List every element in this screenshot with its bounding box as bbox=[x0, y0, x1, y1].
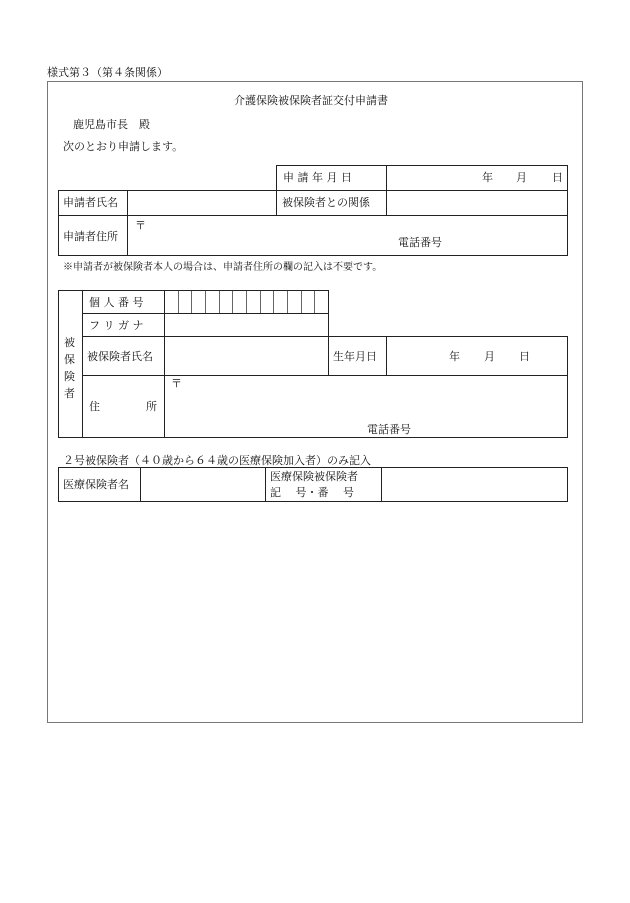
insured-address-label-a: 住 bbox=[89, 400, 100, 413]
application-date-month: 月 bbox=[516, 171, 527, 184]
personal-number-field[interactable] bbox=[165, 291, 327, 313]
application-date-label: 申 請 年 月 日 bbox=[283, 171, 352, 184]
applicant-address-label: 申請者住所 bbox=[63, 230, 118, 243]
insured-name-field[interactable] bbox=[165, 337, 327, 374]
application-date-field[interactable] bbox=[388, 166, 566, 189]
insured-address-label-b: 所 bbox=[146, 400, 157, 413]
insured-postal-mark: 〒 bbox=[171, 377, 182, 390]
insured-number-field[interactable] bbox=[382, 468, 566, 500]
insured-section-label: 被 保 険 者 bbox=[64, 336, 75, 400]
intro-text: 次のとおり申請します。 bbox=[63, 140, 184, 153]
insured-number-label-line1: 医療保険被保険者 bbox=[270, 470, 358, 483]
secondary-heading: ２号被保険者（４０歳から６４歳の医療保険加入者）のみ記入 bbox=[63, 454, 371, 467]
applicant-postal-mark: 〒 bbox=[135, 219, 146, 232]
application-date-year: 年 bbox=[482, 171, 493, 184]
insured-number-label-line2: 記 号・番 号 bbox=[270, 486, 354, 499]
insurer-name-label: 医療保険者名 bbox=[63, 478, 129, 491]
insured-address-field[interactable] bbox=[165, 376, 566, 436]
applicant-name-field[interactable] bbox=[129, 191, 274, 214]
furigana-field[interactable] bbox=[165, 314, 327, 335]
addressee: 鹿児島市長 殿 bbox=[73, 118, 150, 131]
insurer-name-field[interactable] bbox=[141, 468, 264, 500]
note-text: ※申請者が被保険者本人の場合は、申請者住所の欄の記入は不要です。 bbox=[63, 262, 383, 273]
applicant-address-field[interactable] bbox=[129, 216, 566, 254]
applicant-name-label: 申請者氏名 bbox=[63, 196, 118, 209]
personal-number-label: 個 人 番 号 bbox=[89, 296, 144, 309]
birth-year: 年 bbox=[449, 350, 460, 363]
form-number: 様式第３（第４条関係） bbox=[47, 66, 168, 79]
relation-label: 被保険者との関係 bbox=[282, 196, 370, 209]
birth-day: 日 bbox=[519, 350, 530, 363]
birthdate-label: 生年月日 bbox=[333, 350, 377, 363]
insured-name-label: 被保険者氏名 bbox=[87, 350, 153, 363]
form-title: 介護保険被保険者証交付申請書 bbox=[234, 94, 388, 107]
birthdate-field[interactable] bbox=[388, 337, 566, 374]
furigana-label: フ リ ガ ナ bbox=[89, 319, 144, 332]
birth-month: 月 bbox=[484, 350, 495, 363]
relation-field[interactable] bbox=[388, 191, 566, 214]
applicant-phone-label: 電話番号 bbox=[398, 236, 442, 249]
insured-phone-label: 電話番号 bbox=[367, 423, 411, 436]
application-date-day: 日 bbox=[552, 171, 563, 184]
